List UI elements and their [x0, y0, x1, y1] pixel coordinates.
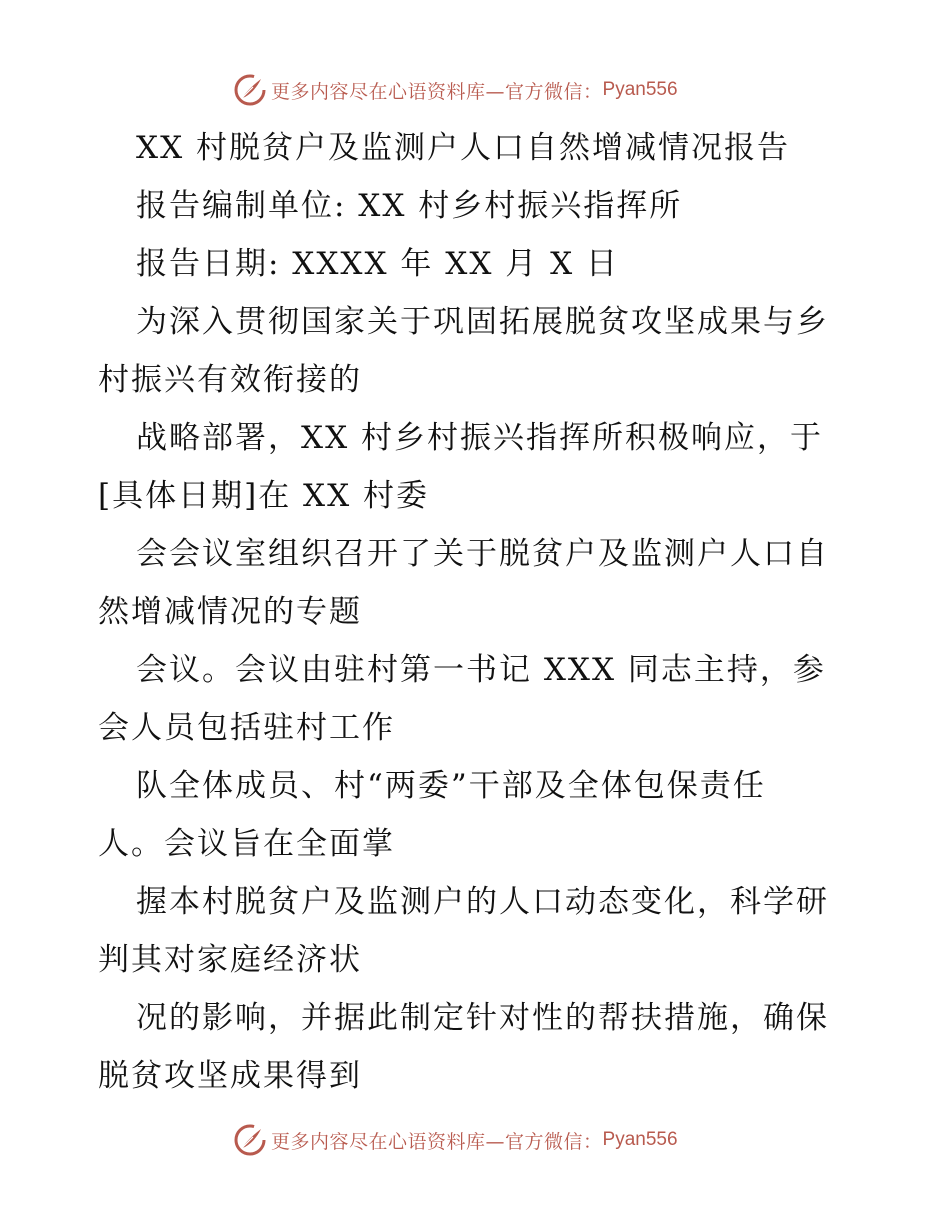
feather-quill-logo-icon [233, 1123, 267, 1157]
paragraph-line: [具体日期]在 XX 村委 [98, 478, 430, 514]
paragraph-line: 战略部署，XX 村乡村振兴指挥所积极响应，于 [136, 420, 823, 456]
paragraph-line: 况的影响，并据此制定针对性的帮扶措施，确保 [136, 1000, 829, 1036]
watermark-wechat-id: Pyan556 [602, 1129, 678, 1150]
paragraph-line: 会议。会议由驻村第一书记 XXX 同志主持，参 [136, 652, 826, 688]
paragraph-line: 然增减情况的专题 [98, 594, 362, 630]
paragraph-line: 判其对家庭经济状 [98, 942, 362, 978]
paragraph-line: 村振兴有效衔接的 [98, 362, 362, 398]
watermark-text: 更多内容尽在心语资料库—官方微信： [271, 80, 603, 103]
paragraph-line: 人。会议旨在全面掌 [98, 826, 395, 862]
paragraph-line: 会人员包括驻村工作 [98, 710, 395, 746]
header-watermark [233, 72, 678, 108]
paragraph-line: 会会议室组织召开了关于脱贫户及监测户人口自 [136, 536, 829, 572]
paragraph-line: 脱贫攻坚成果得到 [98, 1058, 362, 1094]
document-title: XX 村脱贫户及监测户人口自然增减情况报告 [136, 130, 790, 166]
watermark-wechat-id: Pyan556 [602, 79, 678, 100]
paragraph-line: 为深入贯彻国家关于巩固拓展脱贫攻坚成果与乡 [136, 304, 829, 340]
paragraph-line: 队全体成员、村“两委”干部及全体包保责任 [136, 768, 766, 804]
report-unit: 报告编制单位: XX 村乡村振兴指挥所 [136, 188, 683, 224]
paragraph-line: 握本村脱贫户及监测户的人口动态变化，科学研 [136, 884, 829, 920]
footer-watermark [233, 1122, 678, 1158]
report-date: 报告日期: XXXX 年 XX 月 X 日 [136, 246, 620, 282]
feather-quill-logo-icon [233, 73, 267, 107]
watermark-text: 更多内容尽在心语资料库—官方微信： [271, 1130, 603, 1153]
